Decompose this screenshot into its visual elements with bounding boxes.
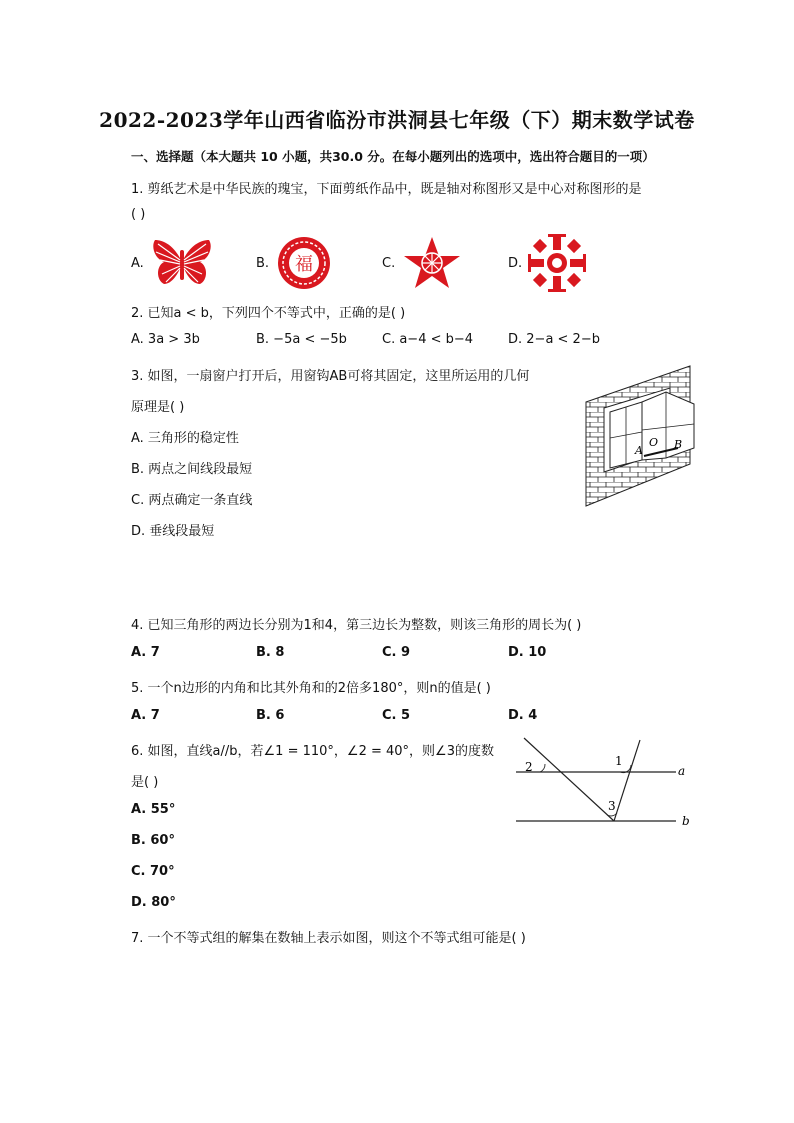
q3-option-c[interactable]: C. 两点确定一条直线: [131, 493, 253, 508]
q2-option-c[interactable]: C. a−4 < b−4: [382, 332, 474, 347]
snowflake-papercut-icon: [528, 234, 586, 292]
q6-option-a[interactable]: A. 55°: [131, 802, 176, 817]
q6-option-c[interactable]: C. 70°: [131, 864, 175, 879]
q4-option-c[interactable]: C. 9: [382, 645, 411, 660]
q4-stem: 4. 已知三角形的两边长分别为1和4，第三边长为整数，则该三角形的周长为( ): [131, 618, 582, 633]
q3-stem-line1: 3. 如图，一扇窗户打开后，用窗钩AB可将其固定，这里所运用的几何: [131, 369, 530, 384]
q4-option-a[interactable]: A. 7: [131, 645, 160, 660]
q6-angle-2-label: 2: [525, 760, 533, 774]
q3-option-b[interactable]: B. 两点之间线段最短: [131, 462, 253, 477]
q7-stem: 7. 一个不等式组的解集在数轴上表示如图，则这个不等式组可能是( ): [131, 931, 526, 946]
q1-stem-line1: 1. 剪纸艺术是中华民族的瑰宝，下面剪纸作品中，既是轴对称图形又是中心对称图形的是: [131, 182, 642, 197]
q6-stem-line1: 6. 如图，直线a//b，若∠1 = 110°，∠2 = 40°，则∠3的度数: [131, 744, 494, 759]
fu-glyph: 福: [295, 254, 313, 275]
q5-stem: 5. 一个n边形的内角和比其外角和的2倍多180°，则n的值是( ): [131, 681, 491, 696]
q2-option-b[interactable]: B. −5a < −5b: [256, 332, 347, 347]
q3-label-a: A: [635, 444, 643, 457]
q3-option-d[interactable]: D. 垂线段最短: [131, 524, 215, 539]
q2-option-a[interactable]: A. 3a > 3b: [131, 332, 200, 347]
q1-option-c-label[interactable]: C.: [382, 256, 396, 271]
section-heading: 一、选择题（本大题共 10 小题，共30.0 分。在每小题列出的选项中，选出符合题目的一项）: [131, 149, 655, 164]
q6-option-b[interactable]: B. 60°: [131, 833, 175, 848]
q3-label-b: B: [674, 438, 683, 451]
q6-line-a-label: a: [678, 764, 686, 778]
q6-stem-line2: 是( ): [131, 775, 159, 790]
parallel-lines-figure: [510, 736, 706, 832]
fu-seal-papercut-icon: [276, 235, 332, 291]
q1-stem-line2: ( ): [131, 207, 146, 222]
q3-option-a[interactable]: A. 三角形的稳定性: [131, 431, 239, 446]
q1-option-b-label[interactable]: B.: [256, 256, 270, 271]
q1-option-d-label[interactable]: D.: [508, 256, 523, 271]
q6-line-b-label: b: [682, 814, 690, 828]
q5-option-a[interactable]: A. 7: [131, 708, 160, 723]
q4-option-b[interactable]: B. 8: [256, 645, 285, 660]
q3-label-o: O: [649, 436, 659, 449]
q1-option-a-label[interactable]: A.: [131, 256, 144, 271]
q5-option-d[interactable]: D. 4: [508, 708, 538, 723]
q6-angle-1-label: 1: [615, 754, 623, 768]
q2-option-d[interactable]: D. 2−a < 2−b: [508, 332, 600, 347]
window-hook-figure: [582, 362, 714, 508]
q3-stem-line2: 原理是( ): [131, 400, 185, 415]
q4-option-d[interactable]: D. 10: [508, 645, 547, 660]
star-papercut-icon: [402, 235, 462, 291]
page-title: 2022-2023学年山西省临汾市洪洞县七年级（下）期末数学试卷: [99, 108, 695, 132]
q5-option-c[interactable]: C. 5: [382, 708, 411, 723]
q2-stem: 2. 已知a < b，下列四个不等式中，正确的是( ): [131, 306, 406, 321]
q5-option-b[interactable]: B. 6: [256, 708, 285, 723]
q6-angle-3-label: 3: [608, 799, 616, 813]
q6-option-d[interactable]: D. 80°: [131, 895, 176, 910]
butterfly-papercut-icon: [150, 236, 214, 288]
